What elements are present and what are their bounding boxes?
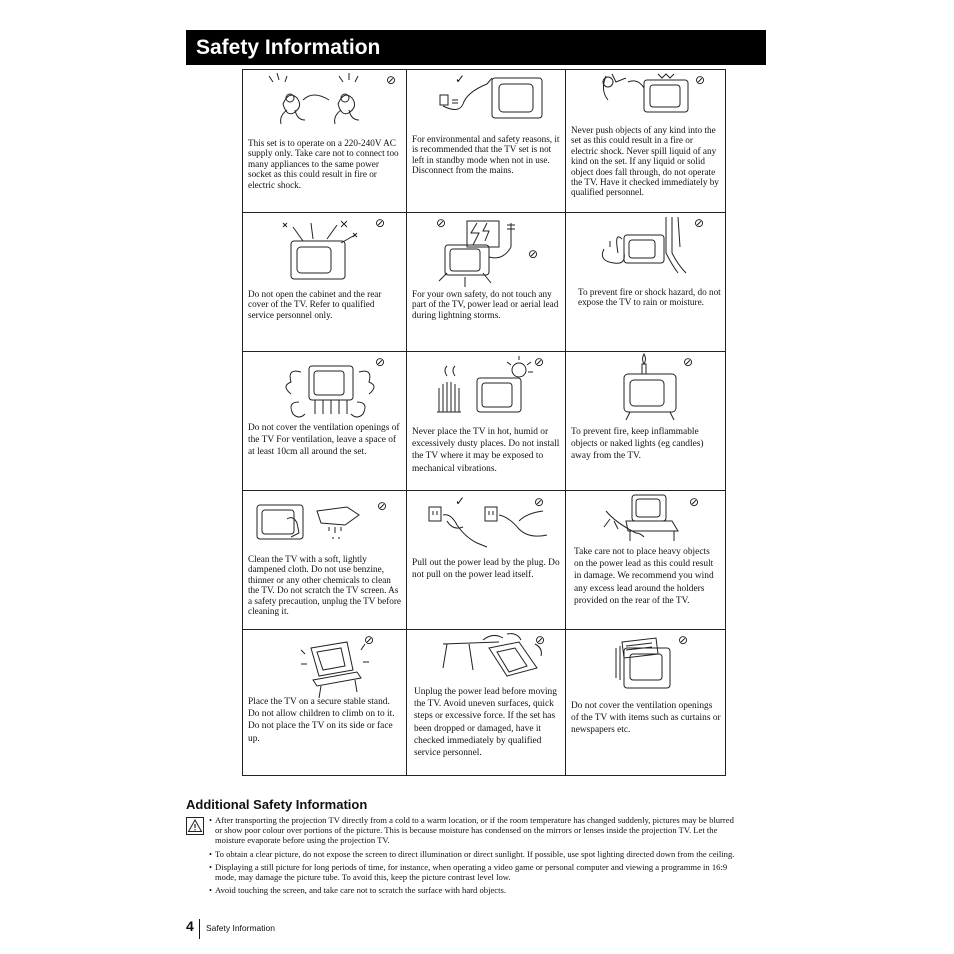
warning-triangle-icon	[186, 817, 204, 835]
additional-list	[209, 815, 739, 898]
allowed-check-icon: ✓	[455, 494, 466, 508]
tv-candle-icon	[566, 352, 725, 491]
list-item: • Avoid touching the screen, and take care not to scratch the surface with hard objects.	[209, 885, 739, 895]
list-item: • Displaying a still picture for long periods of time, for instance, when operating a video game or personal computer and viewing a programme in 16:9 mode, may damage the picture tube. To avoid this, keep the picture contrast level low.	[209, 862, 739, 882]
cell-text: Clean the TV with a soft, lightly dampened cloth. Do not use benzine, thinner or any other chemicals to clean the TV. Do not scratch the TV screen. As a safety precaution, unplug the TV before cleaning it.	[248, 554, 401, 617]
prohibited-icon: ⊘	[694, 216, 705, 230]
prohibited-icon: ⊘	[689, 495, 700, 509]
prohibited-icon: ⊘	[375, 216, 386, 230]
safety-cell-heavy-objects	[566, 491, 725, 630]
prohibited-icon: ⊘	[386, 73, 397, 87]
cell-text: For environmental and safety reasons, it is recommended that the TV set is not left in standby mode when not in use. Disconnect from the mains.	[412, 134, 560, 176]
cell-text: For your own safety, do not touch any part of the TV, power lead or aerial lead during lightning storms.	[412, 289, 559, 320]
allowed-check-icon: ✓	[455, 72, 466, 86]
prohibited-icon: ⊘	[436, 216, 447, 230]
prohibited-icon: ⊘	[375, 355, 386, 369]
safety-cell-ventilation	[243, 352, 407, 491]
cell-text: Unplug the power lead before moving the TV. Avoid uneven surfaces, quick steps or excessive force. If the set has been dropped or damaged, have it checked immediately by qualified service personnel.	[414, 687, 557, 759]
safety-cell-lightning	[407, 213, 566, 352]
safety-cell-curtains	[566, 630, 725, 775]
safety-cell-environment	[407, 352, 566, 491]
cell-text: Place the TV on a secure stable stand. Do not allow children to climb on to it. Do not place the TV on its side or face up.	[248, 697, 395, 744]
prohibited-icon: ⊘	[534, 495, 545, 509]
prohibited-icon: ⊘	[695, 73, 706, 87]
cell-text: To prevent fire or shock hazard, do not expose the TV to rain or moisture.	[578, 287, 721, 308]
safety-cell-candles	[566, 352, 725, 491]
safety-grid	[242, 69, 726, 776]
cell-text: Do not cover the ventilation openings of the TV with items such as curtains or newspapers etc.	[571, 701, 721, 736]
cell-text: Do not open the cabinet and the rear cover of the TV. Refer to qualified service personnel only.	[248, 289, 382, 320]
footer-label: Safety Information	[206, 923, 275, 933]
safety-cell-cabinet	[243, 213, 407, 352]
safety-cell-moisture	[566, 213, 725, 352]
cell-text: Never place the TV in hot, humid or excessively dusty places. Do not install the TV where it may be exposed to mechanical vibrations.	[412, 427, 560, 474]
cell-text: Take care not to place heavy objects on the power lead as this could result in damage. We recommend you wind any excess lead around the holders provided on the rear of the TV.	[574, 547, 714, 606]
safety-cell-standby	[407, 70, 566, 213]
safety-cell-power-supply	[243, 70, 407, 213]
prohibited-icon: ⊘	[534, 355, 545, 369]
list-item: • After transporting the projection TV directly from a cold to a warm location, or if the room temperature has changed suddenly, pictures may be blurred or show poor colour over portions of the picture. This is because moisture has condensed on the mirrors or lenses inside the projection TV. Let the moisture evaporate before using the projection TV.	[209, 815, 739, 846]
cell-text: Do not cover the ventilation openings of the TV For ventilation, leave a space of at least 10cm all around the set.	[248, 423, 400, 458]
prohibited-icon: ⊘	[535, 633, 546, 647]
title-bar	[186, 30, 766, 65]
cell-text: To prevent fire, keep inflammable objects or naked lights (eg candles) away from the TV.	[571, 427, 704, 462]
safety-cell-power-lead	[407, 491, 566, 630]
safety-cell-cleaning	[243, 491, 407, 630]
cell-text: This set is to operate on a 220-240V AC supply only. Take care not to connect too many appliances to the same power socket as this could result in fire or electric shock.	[248, 138, 399, 190]
cell-text: Never push objects of any kind into the set as this could result in a fire or electric shock. Never spill liquid of any kind on the set. If any liquid or solid object does fall through, do not operate the TV. Have it checked immediately by qualified personnel.	[571, 125, 719, 198]
safety-cell-objects-liquid	[566, 70, 725, 213]
safety-cell-stable-stand	[243, 630, 407, 775]
list-item: • To obtain a clear picture, do not expose the screen to direct illumination or direct sunlight. If possible, use spot lighting directed down from the ceiling.	[209, 849, 739, 859]
prohibited-icon: ⊘	[364, 633, 375, 647]
prohibited-icon: ⊘	[683, 355, 694, 369]
additional-heading: Additional Safety Information	[186, 797, 368, 812]
page-number: 4	[186, 918, 194, 934]
page-title: Safety Information	[196, 36, 381, 59]
tv-sparks-icon	[243, 213, 407, 352]
tv-rain-icon	[566, 213, 725, 352]
prohibited-icon: ⊘	[678, 633, 689, 647]
safety-cell-moving	[407, 630, 566, 775]
cell-text: Pull out the power lead by the plug. Do not pull on the power lead itself.	[412, 558, 560, 581]
footer-divider	[199, 919, 200, 939]
prohibited-icon: ⊘	[528, 247, 539, 261]
prohibited-icon: ⊘	[377, 499, 388, 513]
tv-lightning-icon	[407, 213, 566, 352]
